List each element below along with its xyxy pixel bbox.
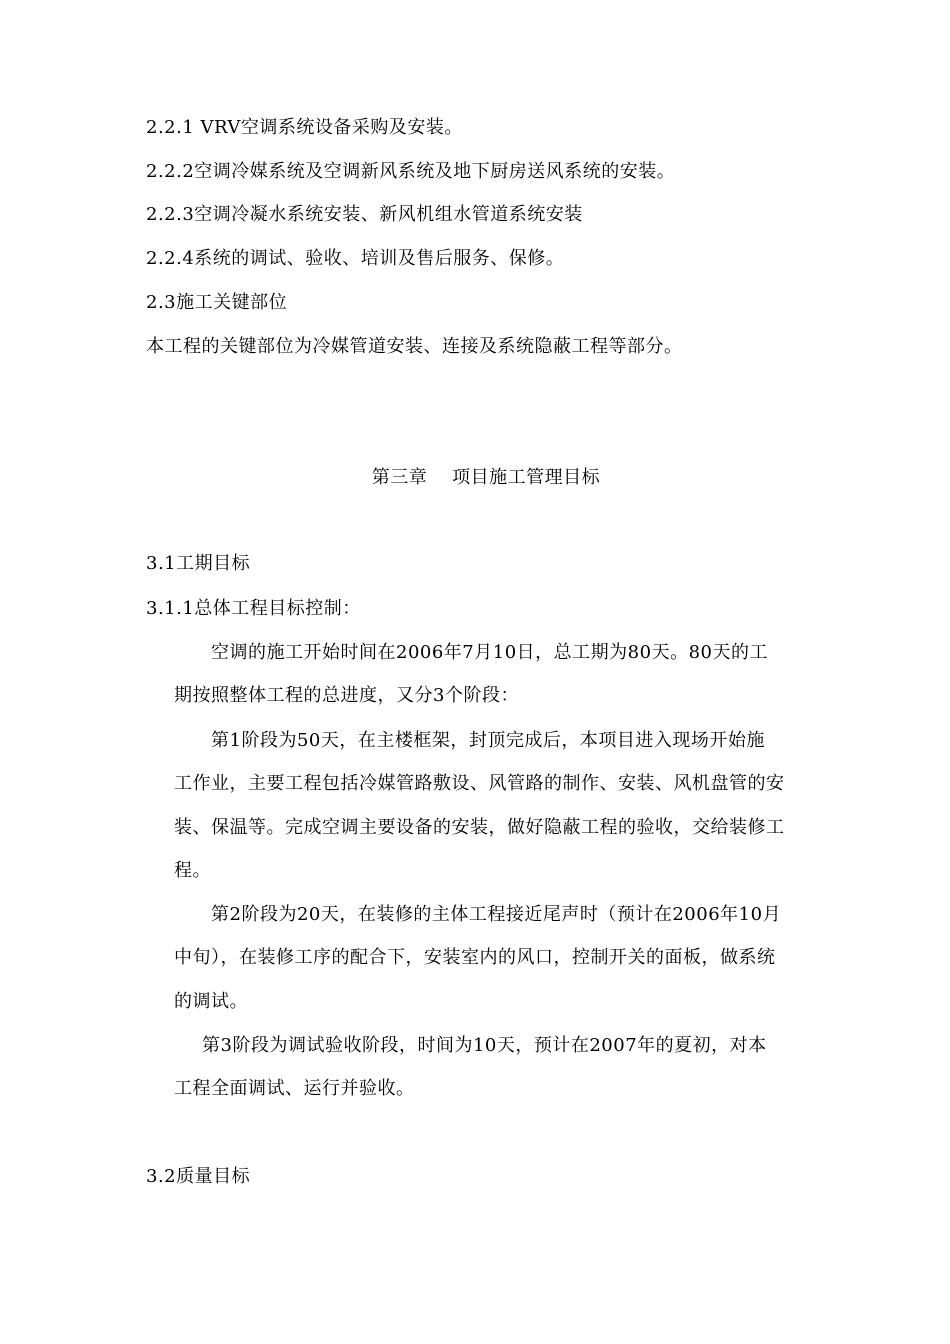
intro-line-1: 空调的施工开始时间在2006年7月10日，总工期为80天。80天的工: [211, 642, 768, 663]
phase3-line-2: 工程全面调试、运行并验收。: [174, 1078, 415, 1099]
intro-line-2: 期按照整体工程的总进度，又分3个阶段：: [174, 685, 519, 706]
item-2-2-4: 2.2.4系统的调试、验收、培训及售后服务、保修。: [146, 248, 565, 269]
phase2-line-3: 的调试。: [174, 991, 248, 1012]
phase2-line-1: 第2阶段为20天，在装修的主体工程接近尾声时（预计在2006年10月: [211, 904, 782, 925]
phase1-line-4: 程。: [174, 860, 211, 881]
phase1-line-1: 第1阶段为50天，在主楼框架，封顶完成后，本项目进入现场开始施: [211, 730, 765, 751]
heading-3-2: 3.2质量目标: [146, 1166, 251, 1187]
item-2-2-3: 2.2.3空调冷凝水系统安装、新风机组水管道系统安装: [146, 204, 583, 225]
item-2-2-1: 2.2.1 VRV空调系统设备采购及安装。: [146, 117, 463, 138]
phase1-line-3: 装、保温等。完成空调主要设备的安装，做好隐蔽工程的验收，交给装修工: [174, 817, 785, 838]
heading-3-1-1: 3.1.1总体工程目标控制：: [146, 598, 361, 619]
phase3-line-1: 第3阶段为调试验收阶段，时间为10天，预计在2007年的夏初，对本: [202, 1035, 767, 1056]
heading-2-3: 2.3施工关键部位: [146, 292, 288, 313]
item-2-2-2: 2.2.2空调冷媒系统及空调新风系统及地下厨房送风系统的安装。: [146, 161, 676, 182]
paragraph-2-3: 本工程的关键部位为冷媒管道安装、连接及系统隐蔽工程等部分。: [146, 336, 683, 357]
phase2-line-2: 中旬），在装修工序的配合下，安装室内的风口，控制开关的面板，做系统: [174, 947, 776, 968]
phase1-line-2: 工作业，主要工程包括冷媒管路敷设、风管路的制作、安装、风机盘管的安: [174, 773, 785, 794]
heading-3-1: 3.1工期目标: [146, 553, 251, 574]
chapter-title: 第三章 项目施工管理目标: [371, 467, 601, 488]
